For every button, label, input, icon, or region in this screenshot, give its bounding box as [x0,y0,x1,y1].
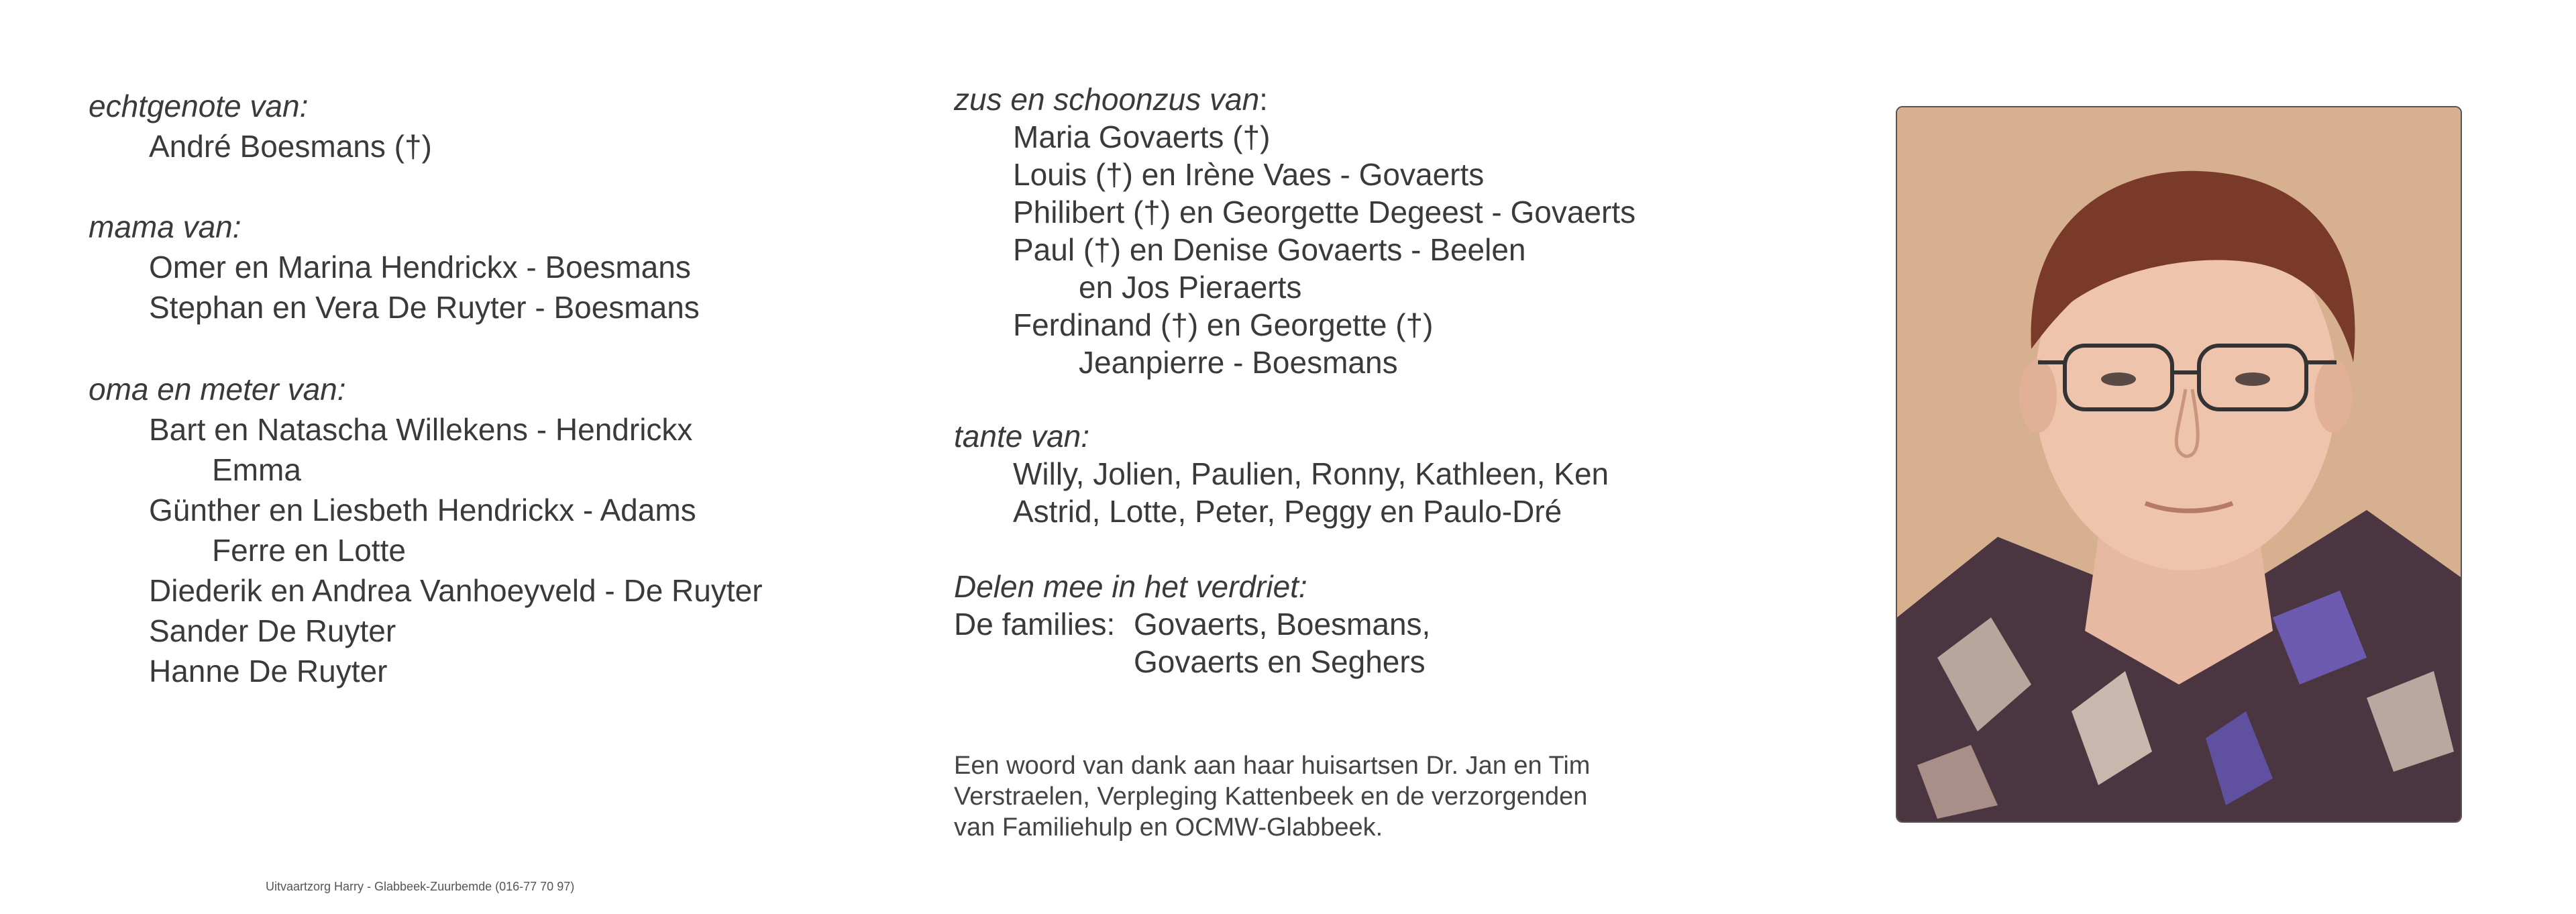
name-line: Bart en Natascha Willekens - Hendrickx [149,412,693,447]
name-line: Günther en Liesbeth Hendrickx - Adams [149,493,696,527]
name-line: Omer en Marina Hendrickx - Boesmans [149,250,691,285]
heading-delen: Delen mee in het verdriet: [954,569,1307,604]
name-line: Ferdinand (†) en Georgette (†) [1013,307,1434,342]
name-line-indented: Emma [212,452,301,487]
portrait-illustration [1897,107,2461,821]
name-line: Willy, Jolien, Paulien, Ronny, Kathleen, Ken [1013,456,1609,491]
heading-tante: tante van: [954,419,1090,454]
heading-zus-colon: : [1259,82,1268,117]
name-line: Louis (†) en Irène Vaes - Govaerts [1013,157,1485,192]
name-line: Diederik en Andrea Vanhoeyveld - De Ruyter [149,573,763,608]
families-line: Govaerts en Seghers [1134,644,1426,679]
name-line: André Boesmans (†) [149,129,432,164]
thanks-line: van Familiehulp en OCMW-Glabbeek. [954,813,1383,842]
heading-mama: mama van: [89,209,241,244]
thanks-line: Een woord van dank aan haar huisartsen Dr. Jan en Tim [954,752,1591,780]
name-line-indented: en Jos Pieraerts [1079,270,1302,305]
thanks-line: Verstraelen, Verpleging Kattenbeek en de verzorgenden [954,782,1588,811]
heading-zus-text: zus en schoonzus van [954,82,1260,117]
name-line-indented: Ferre en Lotte [212,533,406,568]
funeral-home-footer: Uitvaartzorg Harry - Glabbeek-Zuurbemde (016-77 70 97) [266,880,575,893]
name-line: Hanne De Ruyter [149,654,388,689]
name-line: Stephan en Vera De Ruyter - Boesmans [149,290,700,325]
name-line-indented: Jeanpierre - Boesmans [1079,345,1398,380]
name-line: Sander De Ruyter [149,613,396,648]
heading-echtgenote: echtgenote van: [89,89,309,123]
name-line: Maria Govaerts (†) [1013,119,1271,154]
heading-oma: oma en meter van: [89,372,346,407]
heading-zus [954,81,1268,118]
families-line: Govaerts, Boesmans, [1134,607,1431,642]
portrait-photo [1896,106,2462,823]
name-line: Philibert (†) en Georgette Degeest - Govaerts [1013,195,1636,230]
families-label: De families: [954,607,1116,642]
name-line: Paul (†) en Denise Govaerts - Beelen [1013,232,1526,267]
name-line: Astrid, Lotte, Peter, Peggy en Paulo-Dré [1013,494,1562,529]
